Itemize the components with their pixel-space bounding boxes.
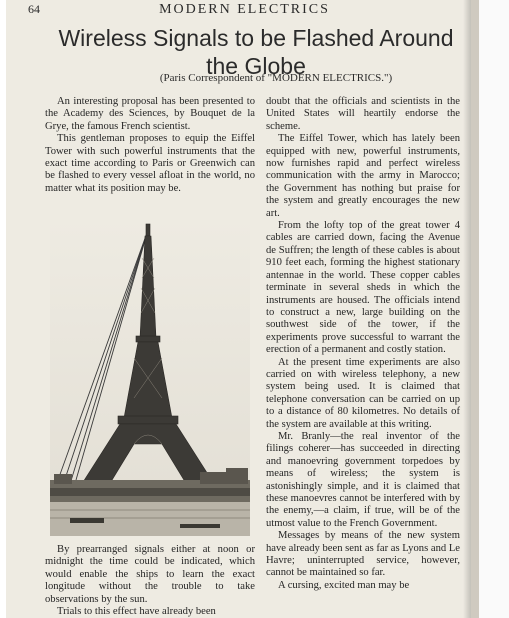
paragraph: From the lofty top of the great tower 4 cables are carried down, facing the Avenue de Suffren; the length of these cables is about 910 feet each, forming the highest stationary antennae in the world. These copper cables terminate in several sheds in which the instruments are housed. The officials intend to construct a new, large building on the southwest side of the tower, if the experiments prove successful to warrant the erection of a permanent and costly station. xyxy=(266,220,460,356)
paragraph: Mr. Branly—the real inventor of the filings coherer—has succeeded in directing and manoevring government torpedoes by means of wireless; the system is astonishingly simple, and it is claimed that these manoevres cannot be interfered with by the enemy,—a claim, if true, will be of the utmost value to the French Government. xyxy=(266,430,460,529)
column-left-bottom xyxy=(45,544,255,618)
paragraph: This gentleman proposes to equip the Eiffel Tower with such powerful instruments that the exact time according to Paris or Greenwich can be flashed to every vessel afloat in the world, no matter what its position may be. xyxy=(45,133,255,194)
paragraph: The Eiffel Tower, which has lately been equipped with new, powerful instruments, now furnishes rapid and perfect wireless communication with the army in Marocco; the Government has nothing but praise for the system and greatly encourages the new art. xyxy=(266,133,460,219)
paragraph: At the present time experiments are also carried on with wireless telephony, a new system being used. It is claimed that telephone conversation can be carried on up to a distance of 80 kilometres. No details of the system are available at this writing. xyxy=(266,356,460,430)
paragraph: An interesting proposal has been presented to the Academy des Sciences, by Bouquet de la Grye, the famous French scientist. xyxy=(45,96,255,132)
page-edge-shadow xyxy=(471,0,479,618)
paragraph: A cursing, excited man may be xyxy=(278,579,410,591)
paragraph: By prearranged signals either at noon or midnight the time could be indicated, which would enable the ships to learn the exact longitude without the trouble to take observations by the sun. xyxy=(45,544,255,605)
paragraph: Messages by means of the new system have already been sent as far as Lyons and Le Havre; uninterrupted service, however, cannot be maintained so far. xyxy=(266,530,460,579)
magazine-page xyxy=(6,0,471,618)
paragraph: doubt that the officials and scientists in the United States will heartily endorse the scheme. xyxy=(266,96,460,132)
background-margin xyxy=(479,0,509,618)
article-byline: (Paris Correspondent of "MODERN ELECTRICS.") xyxy=(159,72,393,84)
column-left-top xyxy=(45,96,255,195)
paragraph: Trials to this effect have already been xyxy=(57,606,216,618)
page-header xyxy=(28,2,461,18)
article-title: Wireless Signals to be Flashed Around the Globe xyxy=(58,25,454,79)
eiffel-tower-photo xyxy=(50,218,250,536)
column-right xyxy=(266,96,460,592)
page-number: 64 xyxy=(28,2,40,16)
eiffel-tower-illustration xyxy=(50,218,250,536)
magazine-name: MODERN ELECTRICS xyxy=(159,2,330,17)
